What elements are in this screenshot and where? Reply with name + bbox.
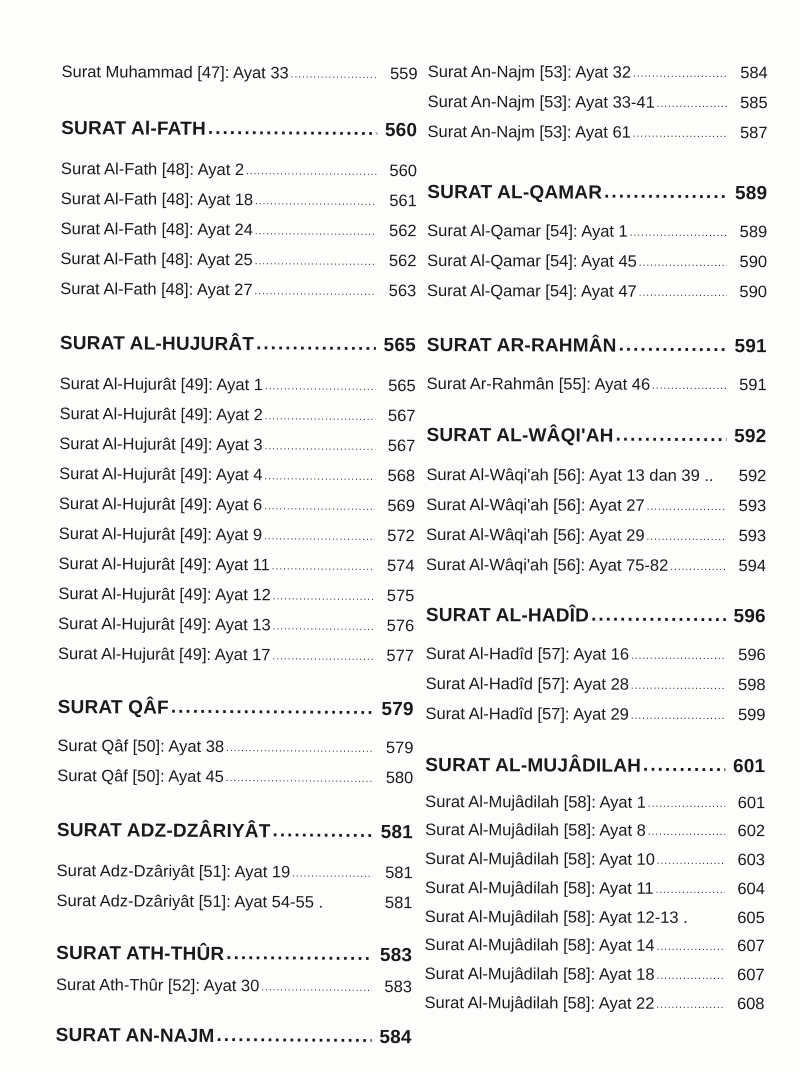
entry-label: Surat Al-Wâqi'ah [56]: Ayat 27: [426, 495, 645, 515]
entry-label: Surat Ath-Thûr [52]: Ayat 30: [55, 975, 260, 996]
dot-leader: [631, 651, 726, 662]
dot-leader: [657, 99, 728, 110]
dot-leader: [226, 773, 373, 785]
page-number: 579: [385, 738, 414, 758]
entry-label: Surat Al-Hujurât [49]: Ayat 17: [57, 644, 271, 665]
page-number: 602: [737, 822, 766, 841]
dot-leader: [591, 605, 726, 627]
index-entry: [59, 495, 415, 521]
page-number: 591: [734, 336, 767, 358]
page-number: 587: [739, 124, 768, 143]
dot-leader: [264, 501, 375, 513]
page-number: 583: [379, 944, 413, 967]
page-number: 561: [389, 192, 417, 211]
index-entry: [428, 93, 768, 118]
page-number: 592: [738, 467, 767, 486]
index-entry: [426, 496, 766, 521]
dot-leader: [647, 502, 727, 513]
dot-leader: [265, 441, 376, 453]
page-number: 590: [739, 253, 768, 272]
dot-leader: [639, 258, 727, 269]
entry-label: Surat Al-Hujurât [49]: Ayat 2: [59, 404, 263, 425]
heading-label: SURAT ATH-THÛR: [56, 942, 225, 966]
entry-label: Surat Al-Wâqi'ah [56]: Ayat 13 dan 39 ..: [426, 465, 714, 485]
dot-leader: [291, 69, 378, 81]
entry-label: Surat Muhammad [47]: Ayat 33: [61, 62, 289, 83]
page-number: 563: [388, 282, 417, 301]
dot-leader: [648, 799, 725, 810]
dot-leader: [273, 621, 375, 633]
entry-label: Surat Al-Mujâdilah [58]: Ayat 1: [425, 792, 646, 812]
page-number: 596: [738, 646, 766, 665]
heading-label: SURAT AL-HADÎD: [425, 604, 590, 627]
entry-label: Surat Al-Hujurât [49]: Ayat 1: [59, 374, 264, 395]
dot-leader: [619, 335, 727, 357]
heading-label: SURAT AR-RAHMÂN: [426, 334, 617, 357]
index-entry: [427, 375, 767, 400]
dot-leader: [647, 532, 727, 543]
page-number: 575: [386, 586, 415, 606]
surah-heading: [58, 697, 414, 727]
dot-leader: [272, 561, 375, 573]
dot-leader: [265, 381, 376, 393]
page-number: 581: [380, 821, 413, 844]
dot-leader: [264, 471, 375, 483]
surah-heading: [57, 820, 413, 850]
dot-leader: [264, 531, 375, 543]
entry-label: Surat Al-Mujâdilah [58]: Ayat 14: [424, 935, 655, 955]
dot-leader: [656, 971, 724, 982]
index-entry: [60, 375, 416, 401]
index-entry: [56, 892, 412, 918]
dot-leader: [226, 743, 373, 755]
dot-leader: [604, 182, 727, 204]
page-number: 589: [734, 183, 768, 205]
entry-label: Surat Al-Mujâdilah [58]: Ayat 12-13 .: [424, 907, 688, 927]
surah-heading: [425, 755, 765, 784]
page-number: 577: [386, 646, 415, 666]
page-number: 591: [739, 376, 767, 395]
entry-label: Surat An-Najm [53]: Ayat 33-41: [427, 92, 655, 112]
heading-label: SURAT AN-NAJM: [55, 1024, 215, 1047]
index-entry: [59, 465, 415, 491]
heading-label: SURAT ADZ-DZÂRIYÂT: [56, 819, 271, 843]
dot-leader: [648, 827, 725, 838]
page-number: 607: [737, 966, 765, 985]
page-number: 565: [383, 334, 416, 357]
entry-label: Surat Al-Fath [48]: Ayat 2: [60, 159, 245, 180]
dot-leader: [255, 256, 377, 268]
index-entry: [59, 525, 415, 551]
index-entry: [426, 675, 766, 700]
page-number: 584: [740, 64, 768, 83]
index-entry: [59, 405, 415, 431]
entry-label: Surat An-Najm [53]: Ayat 32: [427, 62, 632, 82]
page-number: 579: [381, 698, 414, 721]
page-number: 593: [738, 527, 767, 546]
dot-leader: [261, 982, 372, 994]
dot-leader: [255, 196, 377, 208]
index-entry: [425, 908, 765, 933]
index-entry: [60, 250, 416, 276]
surah-heading: [427, 335, 767, 364]
index-entry: [58, 615, 414, 641]
index-entry: [426, 526, 766, 551]
surah-heading: [56, 1025, 412, 1055]
dot-leader: [273, 591, 375, 603]
entry-label: Surat Al-Wâqi'ah [56]: Ayat 75-82: [425, 555, 669, 575]
page-number: 572: [387, 526, 415, 546]
entry-label: Surat Al-Hujurât [49]: Ayat 9: [58, 524, 263, 545]
entry-label: Surat Al-Hadîd [57]: Ayat 28: [425, 674, 629, 694]
index-entry: [427, 123, 767, 148]
index-entry: [61, 160, 417, 186]
entry-label: Surat Al-Hujurât [49]: Ayat 6: [58, 494, 263, 515]
page-number: 568: [387, 466, 416, 486]
dot-leader: [226, 943, 372, 966]
page-number: 601: [737, 794, 766, 813]
dot-leader: [246, 166, 377, 178]
index-entry: [57, 737, 413, 763]
page-number: 565: [388, 376, 416, 396]
page-number: 559: [389, 65, 418, 84]
surah-heading: [426, 425, 766, 454]
heading-label: SURAT AL-WÂQI'AH: [426, 424, 614, 447]
dot-leader: [639, 288, 727, 299]
entry-label: Surat Qâf [50]: Ayat 45: [57, 766, 224, 787]
page-number: 596: [733, 606, 766, 628]
index-entry: [425, 705, 765, 730]
page-number: 567: [387, 406, 416, 426]
page-number: 607: [737, 937, 765, 956]
page-number: 574: [386, 556, 415, 576]
index-entry: [58, 555, 414, 581]
surah-heading: [426, 605, 766, 634]
entry-label: Surat Al-Mujâdilah [58]: Ayat 10: [424, 849, 655, 869]
dot-leader: [256, 333, 376, 356]
entry-label: Surat Al-Hujurât [49]: Ayat 13: [58, 614, 271, 635]
index-entry: [427, 252, 767, 277]
index-entry: [428, 63, 768, 88]
dot-leader: [631, 711, 726, 722]
index-entry: [58, 645, 414, 671]
heading-label: SURAT AL-MUJÂDILAH: [425, 754, 642, 777]
dot-leader: [656, 1000, 724, 1011]
surah-heading: [56, 943, 412, 973]
dot-leader: [643, 755, 725, 777]
heading-label: SURAT QÂF: [57, 696, 169, 719]
index-entry: [425, 879, 765, 904]
page-number: 605: [737, 909, 765, 928]
page-number: 590: [739, 283, 768, 302]
entry-label: Surat Al-Hujurât [49]: Ayat 11: [58, 554, 270, 575]
index-entry: [61, 63, 417, 89]
page-number: 567: [387, 436, 416, 456]
index-entry: [59, 435, 415, 461]
index-entry: [60, 280, 416, 306]
surah-heading: [60, 333, 416, 363]
index-entry: [61, 190, 417, 216]
entry-label: Surat Al-Hujurât [49]: Ayat 3: [59, 434, 263, 455]
dot-leader: [657, 856, 725, 867]
surah-heading: [61, 118, 417, 148]
entry-label: Surat Al-Qamar [54]: Ayat 47: [426, 281, 637, 301]
page-number: 560: [389, 162, 418, 181]
dot-leader: [265, 411, 376, 423]
entry-label: Surat Al-Wâqi'ah [56]: Ayat 29: [426, 525, 645, 545]
dot-leader: [652, 381, 727, 392]
page-number: 598: [738, 676, 766, 695]
dot-leader: [171, 697, 374, 720]
dot-leader: [630, 228, 727, 239]
entry-label: Surat Al-Fath [48]: Ayat 27: [60, 279, 253, 300]
dot-leader: [255, 226, 377, 238]
entry-label: Surat Al-Mujâdilah [58]: Ayat 11: [424, 878, 654, 898]
entry-label: Surat Al-Fath [48]: Ayat 18: [60, 189, 254, 210]
page-number: 580: [385, 768, 414, 788]
entry-label: Surat An-Najm [53]: Ayat 61: [427, 122, 631, 142]
entry-label: Surat Qâf [50]: Ayat 38: [57, 736, 225, 757]
dot-leader: [657, 942, 725, 953]
index-entry: [57, 767, 413, 793]
index-entry: [425, 936, 765, 961]
page-number: 583: [384, 977, 413, 997]
page-number: 569: [387, 496, 415, 516]
page-number: 608: [736, 995, 765, 1014]
heading-label: SURAT Al-FATH: [61, 117, 207, 140]
dot-leader: [292, 868, 372, 879]
page-number: 604: [737, 880, 765, 899]
index-entry: [426, 556, 766, 581]
page-number: 576: [386, 616, 415, 636]
page-number: 585: [740, 94, 768, 113]
dot-leader: [633, 129, 728, 140]
page-number: 594: [738, 557, 767, 576]
page-number: 581: [385, 863, 413, 883]
entry-label: Surat Al-Qamar [54]: Ayat 45: [427, 251, 637, 271]
dot-leader: [255, 286, 377, 298]
page-number: 562: [389, 222, 417, 241]
index-entry: [426, 466, 766, 491]
index-entry: [57, 862, 413, 888]
index-entry: [427, 222, 767, 247]
page-number: 584: [379, 1026, 412, 1049]
index-entry: [425, 821, 765, 846]
entry-label: Surat Al-Hadîd [57]: Ayat 16: [425, 644, 630, 664]
entry-label: Surat Al-Mujâdilah [58]: Ayat 8: [425, 820, 646, 840]
page-number: 599: [737, 706, 766, 725]
index-entry: [427, 282, 767, 307]
index-entry: [425, 965, 765, 990]
entry-label: Surat Al-Fath [48]: Ayat 24: [60, 219, 253, 240]
entry-label: Surat Ar-Rahmân [55]: Ayat 46: [426, 374, 651, 394]
index-entry: [425, 850, 765, 875]
entry-label: Surat Al-Hadîd [57]: Ayat 29: [425, 704, 629, 724]
dot-leader: [216, 1025, 371, 1048]
index-entry: [56, 976, 412, 1002]
dot-leader: [633, 69, 728, 80]
heading-label: SURAT AL-HUJURÂT: [59, 332, 255, 356]
entry-label: Surat Adz-Dzâriyât [51]: Ayat 19: [56, 861, 291, 882]
entry-label: Surat Al-Qamar [54]: Ayat 1: [427, 221, 628, 241]
dot-leader: [631, 681, 726, 692]
entry-label: Surat Al-Mujâdilah [58]: Ayat 22: [424, 993, 655, 1013]
page-number: 581: [384, 893, 413, 913]
page-number: 603: [737, 851, 766, 870]
heading-label: SURAT AL-QAMAR: [427, 181, 603, 204]
index-entry: [61, 220, 417, 246]
left-column: [55, 0, 418, 1049]
page-number: 601: [732, 756, 766, 778]
entry-label: Surat Al-Mujâdilah [58]: Ayat 18: [424, 964, 655, 984]
page-number: 589: [739, 223, 768, 242]
page-number: 562: [388, 252, 417, 271]
dot-leader: [616, 425, 727, 447]
index-entry: [425, 793, 765, 818]
dot-leader: [656, 885, 725, 896]
right-column: [424, 0, 768, 1014]
dot-leader: [670, 562, 726, 573]
page-number: 560: [384, 119, 418, 142]
index-entry: [58, 585, 414, 611]
dot-leader: [272, 651, 374, 663]
entry-label: Surat Al-Fath [48]: Ayat 25: [60, 249, 253, 270]
page-number: 592: [734, 426, 767, 448]
page-number: 593: [738, 497, 767, 516]
entry-label: Surat Al-Hujurât [49]: Ayat 4: [59, 464, 263, 485]
entry-label: Surat Al-Hujurât [49]: Ayat 12: [58, 584, 271, 605]
entry-label: Surat Adz-Dzâriyât [51]: Ayat 54-55 .: [56, 891, 324, 912]
dot-leader: [208, 118, 377, 141]
surah-heading: [427, 182, 767, 211]
index-entry: [426, 645, 766, 670]
index-entry: [424, 994, 764, 1019]
dot-leader: [272, 820, 372, 843]
